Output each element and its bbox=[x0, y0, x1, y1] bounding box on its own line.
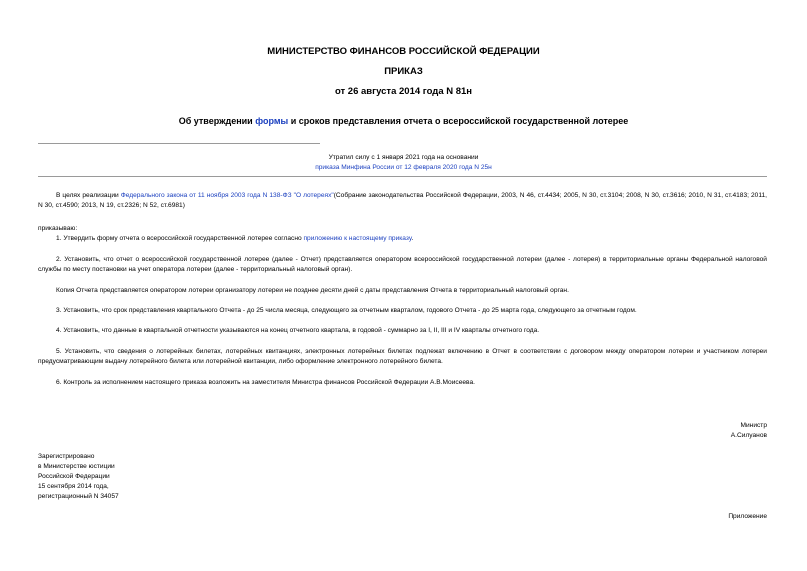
item-1 bbox=[38, 234, 767, 244]
item-2: 2. Установить, что отчет о всероссийской государственной лотерее (далее - Отчет) представляется оператором всероссийской государственной лотереи (далее - лотерея) в территориальные органы Федеральной налоговой службы по месту постановки на учет оператора лотереи (далее - территориальный налоговый орган). bbox=[38, 256, 767, 273]
repeal-order-link[interactable]: приказа Минфина России от 12 февраля 2020 года N 25н bbox=[315, 164, 492, 171]
top-divider bbox=[38, 143, 320, 144]
title-part1: Об утверждении bbox=[178, 116, 256, 126]
law-link[interactable]: Федерального закона от 11 ноября 2003 года N 138-ФЗ "О лотереях" bbox=[120, 192, 334, 199]
registration-line5: регистрационный N 34057 bbox=[38, 493, 119, 500]
item-6: 6. Контроль за исполнением настоящего приказа возложить на заместителя Министра финансов Российской Федерации А.В.Моисеева. bbox=[56, 379, 475, 386]
registration-line3: Российской Федерации bbox=[38, 473, 110, 480]
item-5: 5. Установить, что сведения о лотерейных билетах, лотерейных квитанциях, электронных лотерейных билетах подлежат включению в Отчет в соответствии с договором между оператором лотереи и участником лотереи предусматривающим выдачу лотерейного билета или лотерейной квитанции, либо оформление электронного лотерейного билета. bbox=[38, 348, 767, 365]
registration-line1: Зарегистрировано bbox=[38, 453, 95, 460]
appendix-label: Приложение bbox=[728, 513, 767, 520]
ministry-heading: МИНИСТЕРСТВО ФИНАНСОВ РОССИЙСКОЙ ФЕДЕРАЦИИ bbox=[267, 46, 540, 57]
intro-prefix: В целях реализации bbox=[56, 192, 121, 199]
item-2-copy: Копия Отчета представляется оператором лотереи организатору лотереи не позднее десяти дней с даты представления Отчета в территориальный налоговый орган. bbox=[56, 287, 569, 294]
registration-line2: в Министерстве юстиции bbox=[38, 463, 115, 470]
appendix-link[interactable]: приложению к настоящему приказу bbox=[303, 235, 412, 242]
signature-position: Министр bbox=[740, 422, 767, 429]
intro-paragraph bbox=[38, 191, 767, 211]
order-word: приказываю: bbox=[38, 225, 78, 232]
title-part2: и сроков представления отчета о всероссийской государственной лотерее bbox=[288, 116, 629, 126]
registration-line4: 15 сентября 2014 года, bbox=[38, 483, 109, 490]
status-divider bbox=[38, 176, 767, 177]
order-heading: ПРИКАЗ bbox=[384, 66, 423, 77]
signature-name: А.Силуанов bbox=[730, 432, 767, 439]
item-1-text: 1. Утвердить форму отчета о всероссийской государственной лотерее согласно bbox=[56, 235, 304, 242]
document-title bbox=[0, 116, 807, 126]
status-line1: Утратил силу с 1 января 2021 года на основании bbox=[328, 154, 479, 161]
item-3: 3. Установить, что срок представления квартального Отчета - до 25 числа месяца, следующего за отчетным кварталом, годового Отчета - до 25 марта года, следующего за отчетным годом. bbox=[56, 307, 637, 314]
item-4: 4. Установить, что данные в квартальной отчетности указываются на конец отчетного квартала, в годовой - суммарно за I, II, III и IV кварталы отчетного года. bbox=[56, 327, 540, 334]
order-date: от 26 августа 2014 года N 81н bbox=[334, 86, 473, 97]
form-link[interactable]: формы bbox=[255, 116, 289, 126]
intro-suffix: (Собрание законодательства Российской Федерации, 2003, N 46, ст.4434; 2005, N 30, ст.3104; 2008, N 30, ст.3616; 2010, N 31, ст.4183; 2011, N 30, ст.4590; 2013, N 19, ст.2326; N 52, ст.6981) bbox=[38, 192, 768, 209]
item-1-end: . bbox=[411, 235, 414, 242]
